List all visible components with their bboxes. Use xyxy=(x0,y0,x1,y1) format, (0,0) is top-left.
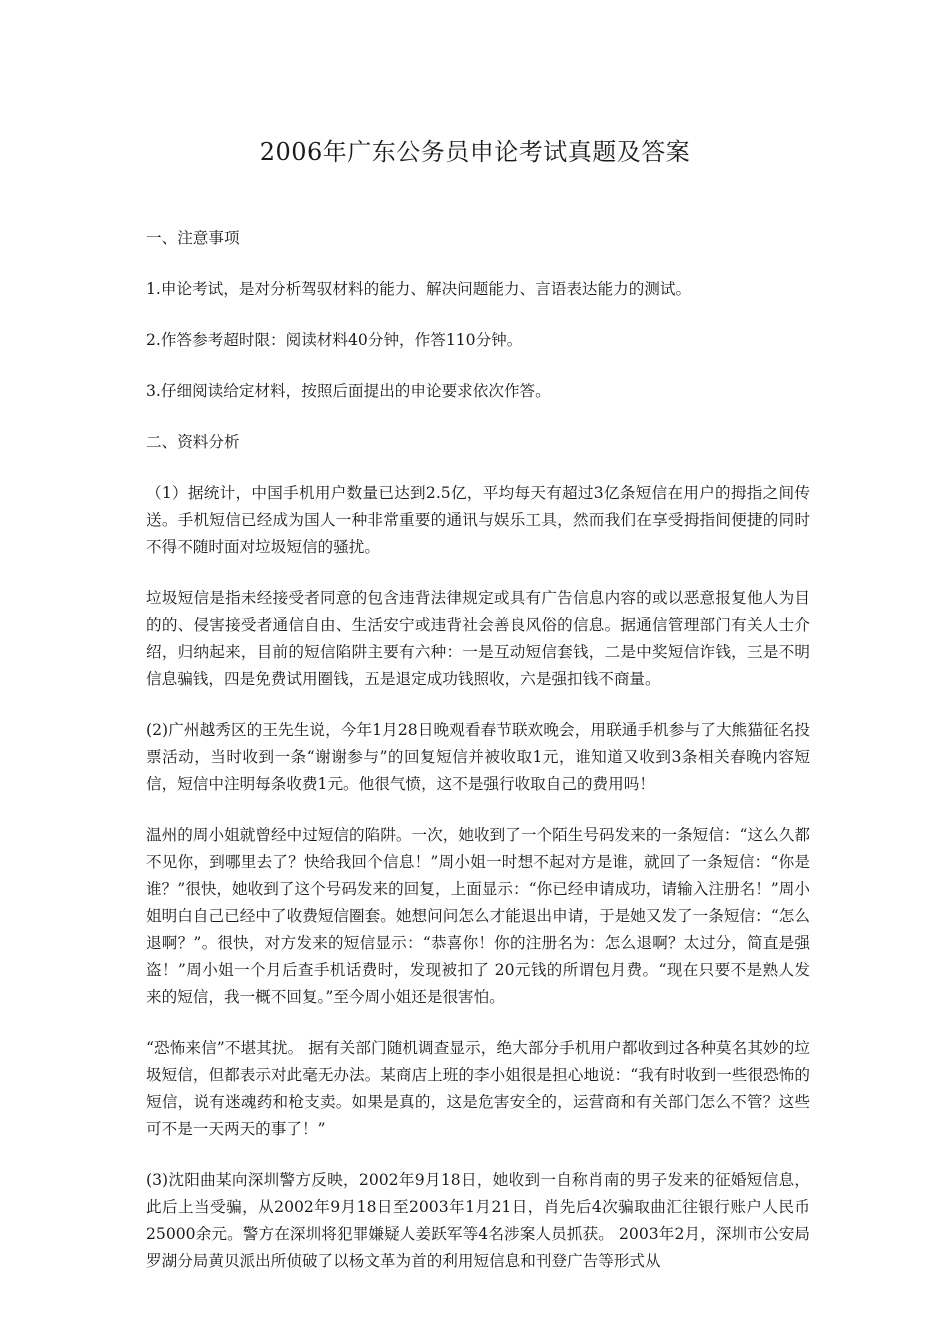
paragraph: （1）据统计，中国手机用户数量已达到2.5亿，平均每天有超过3亿条短信在用户的拇指之间传送。手机短信已经成为国人一种非常重要的通讯与娱乐工具，然而我们在享受拇指间便捷的同时不得不随时面对垃圾短信的骚扰。 xyxy=(146,484,810,556)
document-title: 2006年广东公务员申论考试真题及答案 xyxy=(259,138,691,166)
section-heading-analysis: 二、资料分析 xyxy=(146,433,240,451)
paragraph: (3)沈阳曲某向深圳警方反映，2002年9月18日，她收到一自称肖南的男子发来的征婚短信息，此后上当受骗，从2002年9月18日至2003年1月21日，肖先后4次骗取曲汇往银行账户人民币25000余元。警方在深圳将犯罪嫌疑人姜跃军等4名涉案人员抓获。 2003年2月，深圳市公安局罗湖分局黄贝派出所侦破了以杨文革为首的利用短信息和刊登广告等形式从 xyxy=(146,1171,810,1270)
paragraph: 2.作答参考超时限：阅读材料40分钟，作答110分钟。 xyxy=(146,331,523,349)
paragraph: 温州的周小姐就曾经中过短信的陷阱。一次，她收到了一个陌生号码发来的一条短信：“这么久都不见你，到哪里去了？快给我回个信息！”周小姐一时想不起对方是谁，就回了一条短信：“你是谁？”很快，她收到了这个号码发来的回复，上面显示：“你已经申请成功，请输入注册名！”周小姐明白自己已经中了收费短信圈套。她想问问怎么才能退出申请，于是她又发了一条短信：“怎么退啊？”。很快，对方发来的短信显示：“恭喜你！你的注册名为：怎么退啊？太过分，简直是强盗！”周小姐一个月后查手机话费时，发现被扣了 20元钱的所谓包月费。“现在只要不是熟人发来的短信，我一概不回复。”至今周小姐还是很害怕。 xyxy=(146,826,810,1006)
document-body xyxy=(146,225,810,1299)
paragraph: 3.仔细阅读给定材料，按照后面提出的申论要求依次作答。 xyxy=(146,382,551,400)
paragraph: 垃圾短信是指未经接受者同意的包含违背法律规定或具有广告信息内容的或以恶意报复他人为目的的、侵害接受者通信自由、生活安宁或违背社会善良风俗的信息。据通信管理部门有关人士介绍，归纳起来，目前的短信陷阱主要有六种：一是互动短信套钱，二是中奖短信诈钱，三是不明信息骗钱，四是免费试用圈钱，五是退定成功钱照收，六是强扣钱不商量。 xyxy=(146,589,810,688)
paragraph: 1.申论考试，是对分析驾驭材料的能力、解决问题能力、言语表达能力的测试。 xyxy=(146,280,692,298)
paragraph: “恐怖来信”不堪其扰。 据有关部门随机调查显示，绝大部分手机用户都收到过各种莫名其妙的垃圾短信，但都表示对此毫无办法。某商店上班的李小姐很是担心地说：“我有时收到一些很恐怖的短信，说有迷魂药和枪支卖。如果是真的，这是危害安全的，运营商和有关部门怎么不管？这些可不是一天两天的事了！” xyxy=(146,1039,810,1138)
paragraph: (2)广州越秀区的王先生说，今年1月28日晚观看春节联欢晚会，用联通手机参与了大熊猫征名投票活动，当时收到一条“谢谢参与”的回复短信并被收取1元，谁知道又收到3条相关春晚内容短信，短信中注明每条收费1元。他很气愤，这不是强行收取自己的费用吗！ xyxy=(146,721,810,793)
section-heading-notes: 一、注意事项 xyxy=(146,229,240,247)
